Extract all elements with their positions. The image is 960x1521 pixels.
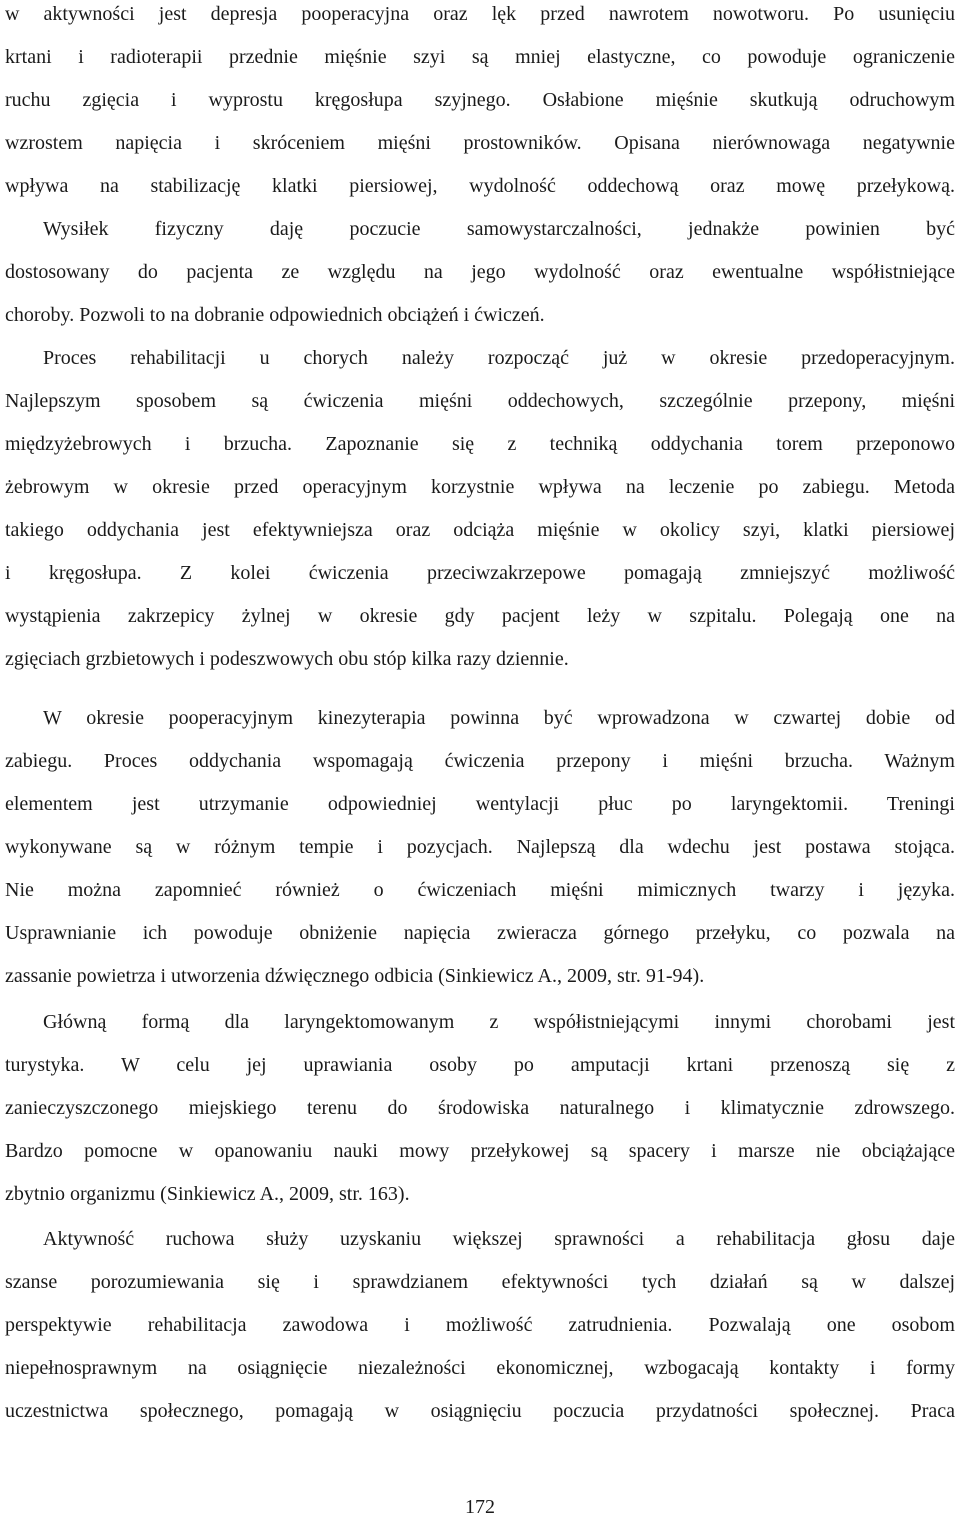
- text-line: międzyżebrowych i brzucha. Zapoznanie się z techniką oddychania torem przeponowo: [5, 433, 955, 455]
- text-line: niepełnosprawnym na osiągnięcie niezależności ekonomicznej, wzbogacają kontakty i formy: [5, 1357, 955, 1379]
- text-line: zbytnio organizmu (Sinkiewicz A., 2009, str. 163).: [5, 1183, 410, 1205]
- text-line: wystąpienia zakrzepicy żylnej w okresie gdy pacjent leży w szpitalu. Polegają one na: [5, 605, 955, 627]
- text-line: takiego oddychania jest efektywniejsza oraz odciąża mięśnie w okolicy szyi, klatki piersiowej: [5, 519, 955, 541]
- text-line: Usprawnianie ich powoduje obniżenie napięcia zwieracza górnego przełyku, co pozwala na: [5, 922, 955, 944]
- text-line: ruchu zgięcia i wyprostu kręgosłupa szyjnego. Osłabione mięśnie skutkują odruchowym: [5, 89, 955, 111]
- text-line: choroby. Pozwoli to na dobranie odpowiednich obciążeń i ćwiczeń.: [5, 304, 545, 326]
- text-line: wykonywane są w różnym tempie i pozycjach. Najlepszą dla wdechu jest postawa stojąca.: [5, 836, 955, 858]
- text-line: i kręgosłupa. Z kolei ćwiczenia przeciwzakrzepowe pomagają zmniejszyć możliwość: [5, 562, 955, 584]
- text-line: zanieczyszczonego miejskiego terenu do środowiska naturalnego i klimatycznie zdrowszego.: [5, 1097, 955, 1119]
- text-line: elementem jest utrzymanie odpowiedniej wentylacji płuc po laryngektomii. Treningi: [5, 793, 955, 815]
- text-line: Proces rehabilitacji u chorych należy rozpocząć już w okresie przedoperacyjnym.: [43, 347, 955, 369]
- text-line: zabiegu. Proces oddychania wspomagają ćwiczenia przepony i mięśni brzucha. Ważnym: [5, 750, 955, 772]
- text-line: Najlepszym sposobem są ćwiczenia mięśni oddechowych, szczególnie przepony, mięśni: [5, 390, 955, 412]
- text-line: wpływa na stabilizację klatki piersiowej, wydolność oddechową oraz mowę przełykową.: [5, 175, 955, 197]
- text-line: Bardzo pomocne w opanowaniu nauki mowy przełykowej są spacery i marsze nie obciążające: [5, 1140, 955, 1162]
- text-line: szanse porozumiewania się i sprawdzianem efektywności tych działań są w dalszej: [5, 1271, 955, 1293]
- text-line: wzrostem napięcia i skróceniem mięśni prostowników. Opisana nierównowaga negatywnie: [5, 132, 955, 154]
- text-line: krtani i radioterapii przednie mięśnie szyi są mniej elastyczne, co powoduje ograniczenie: [5, 46, 955, 68]
- text-line: uczestnictwa społecznego, pomagają w osiągnięciu poczucia przydatności społecznej. Praca: [5, 1400, 955, 1422]
- text-line: turystyka. W celu jej uprawiania osoby po amputacji krtani przenoszą się z: [5, 1054, 955, 1076]
- text-line: zassanie powietrza i utworzenia dźwięcznego odbicia (Sinkiewicz A., 2009, str. 91-94).: [5, 965, 705, 987]
- page-number: 172: [465, 1496, 495, 1518]
- text-line: W okresie pooperacyjnym kinezyterapia powinna być wprowadzona w czwartej dobie od: [43, 707, 955, 729]
- text-line: dostosowany do pacjenta ze względu na jego wydolność oraz ewentualne współistniejące: [5, 261, 955, 283]
- text-line: perspektywie rehabilitacja zawodowa i możliwość zatrudnienia. Pozwalają one osobom: [5, 1314, 955, 1336]
- text-line: w aktywności jest depresja pooperacyjna oraz lęk przed nawrotem nowotworu. Po usunięciu: [5, 3, 955, 25]
- text-line: Nie można zapomnieć również o ćwiczeniach mięśni mimicznych twarzy i języka.: [5, 879, 955, 901]
- text-line: Aktywność ruchowa służy uzyskaniu większej sprawności a rehabilitacja głosu daje: [43, 1228, 955, 1250]
- text-line: zgięciach grzbietowych i podeszwowych obu stóp kilka razy dziennie.: [5, 648, 569, 670]
- text-line: żebrowym w okresie przed operacyjnym korzystnie wpływa na leczenie po zabiegu. Metoda: [5, 476, 955, 498]
- text-line: Główną formą dla laryngektomowanym z współistniejącymi innymi chorobami jest: [43, 1011, 955, 1033]
- text-line: Wysiłek fizyczny daję poczucie samowystarczalności, jednakże powinien być: [43, 218, 955, 240]
